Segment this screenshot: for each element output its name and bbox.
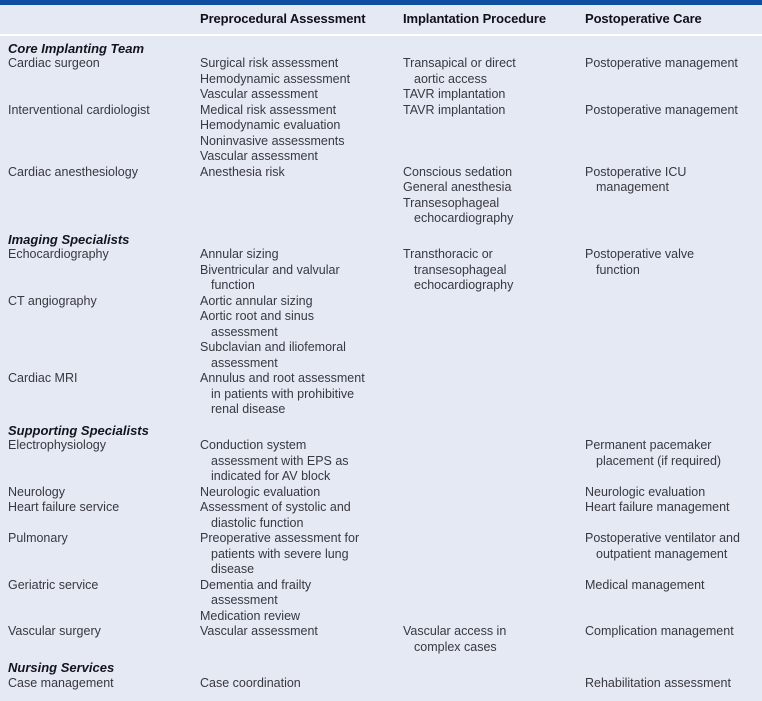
- row-label: [8, 56, 200, 72]
- cell-line: Subclavian and iliofemoral: [200, 340, 393, 356]
- cell-line: Assessment of systolic and: [200, 500, 393, 516]
- cell-line: Postoperative ventilator and: [585, 531, 752, 547]
- cell-line: Rehabilitation assessment: [585, 676, 752, 692]
- cell-postoperative: [585, 247, 762, 278]
- cell-line: Medication review: [200, 609, 393, 625]
- cell-line: Conscious sedation: [403, 165, 575, 181]
- header-separator-line: [0, 34, 762, 36]
- row-label-text: Echocardiography: [8, 247, 190, 263]
- table-row: [8, 624, 762, 655]
- cell-line: Postoperative management: [585, 56, 752, 72]
- column-header-implantation-procedure: Implantation Procedure: [403, 11, 585, 27]
- section-header: Core Implanting Team: [8, 41, 762, 57]
- column-header-postoperative-care: Postoperative Care: [585, 11, 762, 27]
- row-label-text: CT angiography: [8, 294, 190, 310]
- cell-line: Complication management: [585, 624, 752, 640]
- cell-implantation: [403, 247, 585, 294]
- row-label: [8, 294, 200, 310]
- cell-line: assessment: [200, 593, 393, 609]
- cell-line: Annular sizing: [200, 247, 393, 263]
- cell-line: Aortic root and sinus: [200, 309, 393, 325]
- cell-line: Annulus and root assessment: [200, 371, 393, 387]
- table-row: [8, 56, 762, 103]
- cell-line: indicated for AV block: [200, 469, 393, 485]
- cell-line: Vascular access in: [403, 624, 575, 640]
- table-row: [8, 371, 762, 418]
- column-header-empty: [8, 11, 200, 27]
- cell-line: renal disease: [200, 402, 393, 418]
- cell-line: management: [585, 180, 752, 196]
- cell-line: Preoperative assessment for: [200, 531, 393, 547]
- row-label-text: Neurology: [8, 485, 190, 501]
- cell-implantation: [403, 624, 585, 655]
- cell-implantation: [403, 103, 585, 119]
- cell-line: Biventricular and valvular: [200, 263, 393, 279]
- row-label: [8, 438, 200, 454]
- cell-preprocedural: [200, 165, 403, 181]
- cell-line: Neurologic evaluation: [200, 485, 393, 501]
- row-label: [8, 165, 200, 181]
- row-label: [8, 247, 200, 263]
- cell-postoperative: [585, 624, 762, 640]
- row-label-text: Vascular surgery: [8, 624, 190, 640]
- section-header: Nursing Services: [8, 660, 762, 676]
- cell-line: Transesophageal: [403, 196, 575, 212]
- cell-preprocedural: [200, 371, 403, 418]
- row-label-text: Geriatric service: [8, 578, 190, 594]
- cell-line: Medical risk assessment: [200, 103, 393, 119]
- cell-line: Vascular assessment: [200, 624, 393, 640]
- table-row: [8, 438, 762, 485]
- row-label-text: Case management: [8, 676, 190, 692]
- cell-line: in patients with prohibitive: [200, 387, 393, 403]
- row-label: [8, 485, 200, 501]
- cell-line: disease: [200, 562, 393, 578]
- cell-line: Vascular assessment: [200, 87, 393, 103]
- cell-preprocedural: [200, 438, 403, 485]
- cell-preprocedural: [200, 294, 403, 372]
- cell-line: General anesthesia: [403, 180, 575, 196]
- cell-line: patients with severe lung: [200, 547, 393, 563]
- cell-preprocedural: [200, 676, 403, 692]
- cell-line: assessment: [200, 325, 393, 341]
- row-label: [8, 531, 200, 547]
- cell-line: Neurologic evaluation: [585, 485, 752, 501]
- cell-line: function: [585, 263, 752, 279]
- cell-line: complex cases: [403, 640, 575, 656]
- cell-postoperative: [585, 56, 762, 72]
- cell-postoperative: [585, 165, 762, 196]
- cell-line: Heart failure management: [585, 500, 752, 516]
- cell-line: Anesthesia risk: [200, 165, 393, 181]
- table-row: [8, 578, 762, 625]
- section-header: Imaging Specialists: [8, 232, 762, 248]
- row-label: [8, 103, 200, 119]
- cell-preprocedural: [200, 531, 403, 578]
- cell-postoperative: [585, 578, 762, 594]
- row-label: [8, 371, 200, 387]
- cell-line: Transapical or direct: [403, 56, 575, 72]
- cell-implantation: [403, 165, 585, 227]
- cell-line: placement (if required): [585, 454, 752, 470]
- cell-line: aortic access: [403, 72, 575, 88]
- cell-line: Hemodynamic assessment: [200, 72, 393, 88]
- cell-preprocedural: [200, 247, 403, 294]
- cell-line: Surgical risk assessment: [200, 56, 393, 72]
- cell-preprocedural: [200, 103, 403, 165]
- cell-line: Postoperative valve: [585, 247, 752, 263]
- cell-implantation: [403, 56, 585, 103]
- row-label-text: Cardiac MRI: [8, 371, 190, 387]
- cell-line: Postoperative ICU: [585, 165, 752, 181]
- cell-preprocedural: [200, 485, 403, 501]
- table-header-row: [0, 5, 762, 34]
- cell-line: function: [200, 278, 393, 294]
- cell-line: assessment with EPS as: [200, 454, 393, 470]
- row-label-text: Interventional cardiologist: [8, 103, 190, 119]
- column-header-preprocedural-assessment: Preprocedural Assessment: [200, 11, 403, 27]
- cell-line: TAVR implantation: [403, 87, 575, 103]
- cell-line: Postoperative management: [585, 103, 752, 119]
- table-row: [8, 485, 762, 501]
- cell-postoperative: [585, 438, 762, 469]
- row-label: [8, 578, 200, 594]
- cell-line: Medical management: [585, 578, 752, 594]
- table-row: [8, 247, 762, 294]
- row-label: [8, 500, 200, 516]
- row-label-text: Electrophysiology: [8, 438, 190, 454]
- cell-line: Hemodynamic evaluation: [200, 118, 393, 134]
- cell-line: Permanent pacemaker: [585, 438, 752, 454]
- cell-line: Case coordination: [200, 676, 393, 692]
- cell-line: echocardiography: [403, 278, 575, 294]
- cell-postoperative: [585, 676, 762, 692]
- cell-line: Aortic annular sizing: [200, 294, 393, 310]
- row-label: [8, 676, 200, 692]
- cell-line: transesophageal: [403, 263, 575, 279]
- cell-line: Dementia and frailty: [200, 578, 393, 594]
- section-header: Supporting Specialists: [8, 423, 762, 439]
- cell-line: assessment: [200, 356, 393, 372]
- table-row: [8, 165, 762, 227]
- table-body: [0, 41, 762, 701]
- cell-postoperative: [585, 500, 762, 516]
- cell-line: diastolic function: [200, 516, 393, 532]
- cell-line: Conduction system: [200, 438, 393, 454]
- row-label-text: Heart failure service: [8, 500, 190, 516]
- cell-line: echocardiography: [403, 211, 575, 227]
- table-row: [8, 103, 762, 165]
- table-row: [8, 294, 762, 372]
- cell-postoperative: [585, 531, 762, 562]
- cell-preprocedural: [200, 578, 403, 625]
- table-row: [8, 676, 762, 692]
- cell-postoperative: [585, 103, 762, 119]
- table-row: [8, 500, 762, 531]
- row-label-text: Cardiac anesthesiology: [8, 165, 190, 181]
- cell-preprocedural: [200, 500, 403, 531]
- cell-line: TAVR implantation: [403, 103, 575, 119]
- row-label: [8, 624, 200, 640]
- row-label-text: Cardiac surgeon: [8, 56, 190, 72]
- row-label-text: Pulmonary: [8, 531, 190, 547]
- cell-line: Transthoracic or: [403, 247, 575, 263]
- cell-preprocedural: [200, 56, 403, 103]
- cell-line: outpatient management: [585, 547, 752, 563]
- table-row: [8, 531, 762, 578]
- cell-preprocedural: [200, 624, 403, 640]
- cell-postoperative: [585, 485, 762, 501]
- cell-line: Noninvasive assessments: [200, 134, 393, 150]
- cell-line: Vascular assessment: [200, 149, 393, 165]
